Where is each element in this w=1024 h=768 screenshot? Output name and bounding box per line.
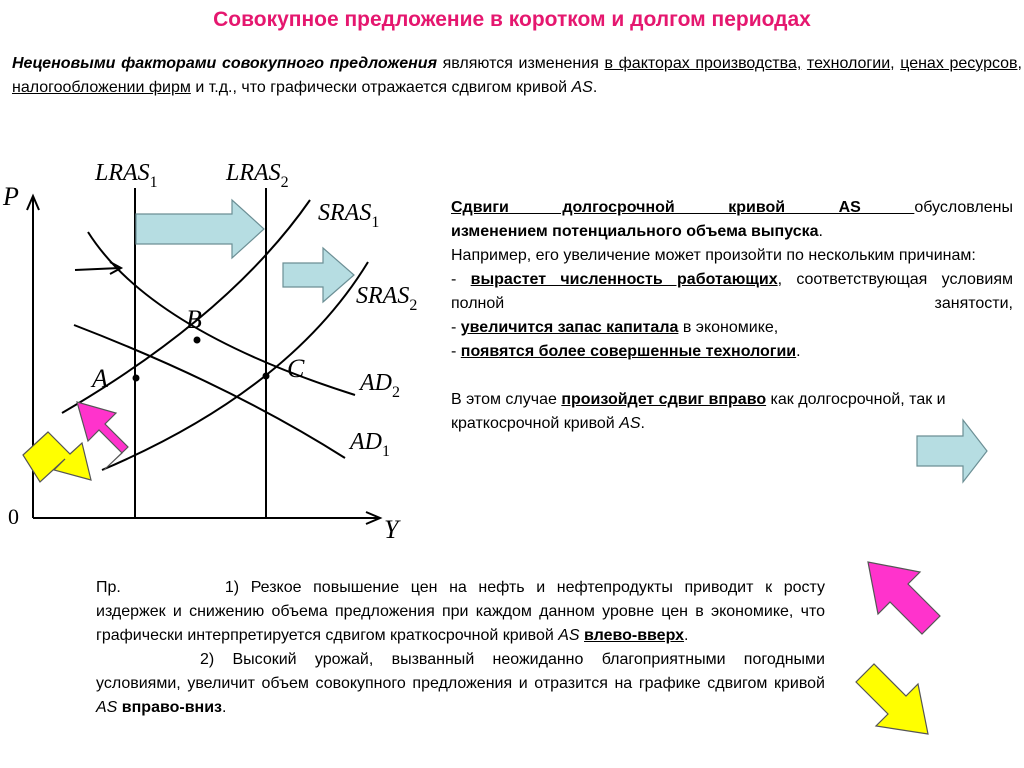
small-shift-arrow xyxy=(75,268,120,270)
y-axis-label: P xyxy=(3,182,19,211)
reasons-intro: Например, его увеличение может произойти по нескольким причинам: xyxy=(451,247,976,264)
sras1-label: $SRAS_1$ xyxy=(318,200,380,231)
examples-block xyxy=(96,576,825,720)
point-b xyxy=(194,337,201,344)
factor-technology: технологии xyxy=(806,55,891,72)
x-axis-label: Y xyxy=(384,515,399,544)
point-a-label: A xyxy=(92,364,108,393)
ad1-label: $AD_1$ xyxy=(350,429,390,460)
origin-label: 0 xyxy=(8,504,19,529)
point-c-label: C xyxy=(287,354,305,383)
lras-heading: Сдвиги долгосрочной кривой AS xyxy=(451,199,915,216)
as-ad-graph xyxy=(0,150,440,545)
ad2-label: $AD_2$ xyxy=(360,370,400,401)
point-a xyxy=(133,375,140,382)
factor-production: в факторах производства, xyxy=(604,55,802,72)
sras-shift-right-arrow xyxy=(283,248,354,302)
reason-3: - появятся более совершенные технологии. xyxy=(451,343,801,360)
down-right-arrow-icon xyxy=(852,658,948,738)
intro-paragraph: Неценовыми факторами совокупного предложения являются изменения в факторах производства, технологии, ценах ресурсов, налогообложении фирм и т.д., что графически отражается сдвигом кривой AS. xyxy=(12,55,1022,96)
direction-down-right: вправо-вниз xyxy=(121,699,222,716)
example-2: 2) Высокий урожай, вызванный неожиданно благоприятными погодными условиями, увеличит объем совокупного предложения и отразится на графике сдвигом кривой AS вправо-вниз. xyxy=(96,651,825,716)
page-title: Совокупное предложение в коротком и долгом периодах xyxy=(213,8,811,31)
reason-2: - увеличится запас капитала в экономике, xyxy=(451,319,779,336)
sras2-label: $SRAS_2$ xyxy=(356,283,418,314)
lras-shift-right-arrow xyxy=(136,200,264,258)
lras-explanation: Сдвиги долгосрочной кривой AS обусловлены изменением потенциального объема выпуска. Например, его увеличение может произойти по нескольким причинам: - вырастет численность работающих, соответствующая условиям полной занятости, - увеличится запас капитала в экономике, - появятся более совершенные технологии. В этом случае произойдет сдвиг вправо как долгосрочной, так и краткосрочной кривой AS. xyxy=(451,196,1013,436)
intro-lead: Неценовыми факторами совокупного предложения xyxy=(12,55,437,72)
example-1: Пр. 1) Резкое повышение цен на нефть и нефтепродукты приводит к росту издержек и снижению объема предложения при каждом данном уровне цен в экономике, что графически интерпретируется сдвигом краткосрочной кривой AS влево-вверх. xyxy=(96,579,825,644)
point-c xyxy=(263,373,270,380)
factor-prices-taxes: ценах ресурсов, налогообложении фирм xyxy=(12,55,1022,96)
reason-1: - вырастет численность работающих, соответствующая условиям полной занятости, xyxy=(451,271,1013,312)
lras2-label: $LRAS_2$ xyxy=(226,160,289,191)
conclusion: В этом случае произойдет сдвиг вправо как долгосрочной, так и краткосрочной кривой AS. xyxy=(451,391,946,432)
up-left-arrow-icon xyxy=(848,558,948,640)
lras1-label: $LRAS_1$ xyxy=(95,160,158,191)
direction-up-left: влево-вверх xyxy=(584,627,685,644)
shift-right-arrow-icon xyxy=(915,418,991,484)
point-b-label: B xyxy=(186,305,202,334)
